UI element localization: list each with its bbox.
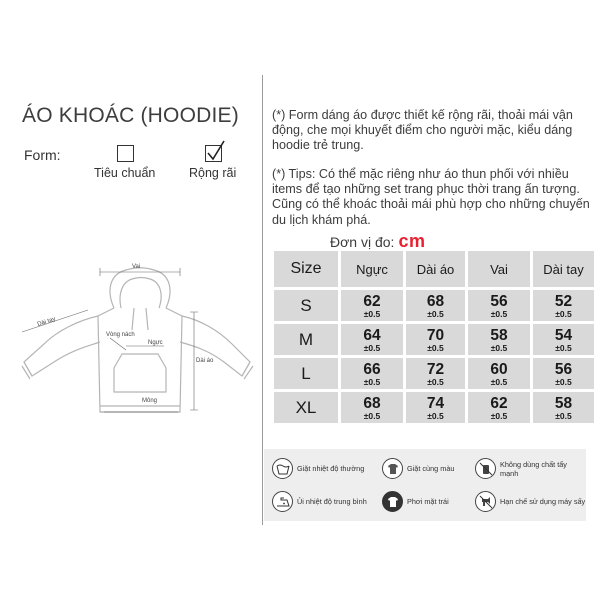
tolerance: ±0.5	[363, 309, 381, 319]
header-chest: Ngực	[341, 251, 403, 287]
tolerance: ±0.5	[427, 377, 444, 387]
hood-inner	[120, 278, 161, 309]
checkmark-icon	[205, 139, 225, 161]
value: 62	[363, 293, 381, 310]
dim-label-hip: Mông	[142, 398, 158, 404]
form-label: Form:	[24, 147, 61, 163]
tolerance: ±0.5	[555, 411, 572, 421]
table-row	[274, 392, 594, 423]
size-label: M	[274, 324, 338, 355]
unit-label: Đơn vị đo:	[330, 234, 395, 250]
tolerance: ±0.5	[490, 377, 508, 387]
value: 68	[426, 293, 445, 310]
value: 62	[490, 395, 508, 412]
header-length: Dài áo	[406, 251, 465, 287]
tolerance: ±0.5	[363, 343, 381, 353]
value-cell	[533, 392, 594, 423]
table-row	[274, 358, 594, 389]
dim-label-chest: Ngực	[148, 340, 163, 346]
left-cuff	[22, 362, 32, 379]
value-cell	[468, 358, 530, 389]
value-cell	[341, 290, 403, 321]
tolerance: ±0.5	[490, 343, 508, 353]
value: 64	[363, 327, 381, 344]
care-item	[382, 458, 454, 479]
tolerance: ±0.5	[427, 343, 444, 353]
value-cell	[406, 324, 465, 355]
value: 74	[426, 395, 445, 412]
care-label: Phơi mặt trái	[407, 497, 449, 506]
care-label: Hạn chế sử dụng máy sấy	[500, 497, 586, 506]
value-cell	[341, 358, 403, 389]
size-table	[271, 248, 597, 426]
right-cuff	[242, 362, 253, 379]
tolerance: ±0.5	[427, 411, 444, 421]
size-label: S	[274, 290, 338, 321]
tolerance: ±0.5	[555, 377, 572, 387]
care-label: Ủi nhiệt độ trung bình	[297, 497, 367, 506]
header-shoulder: Vai	[468, 251, 530, 287]
tolerance: ±0.5	[363, 411, 381, 421]
left-sleeve-outline	[24, 316, 100, 376]
tolerance: ±0.5	[555, 309, 572, 319]
value-cell	[468, 324, 530, 355]
value: 58	[554, 395, 573, 412]
dim-label-armhole: Vòng nách	[106, 332, 135, 338]
value: 52	[554, 293, 573, 310]
form-option-loose-label: Rộng rãi	[189, 166, 237, 180]
care-item	[382, 491, 449, 512]
care-item	[272, 458, 364, 479]
value-cell	[341, 392, 403, 423]
care-label: Không dùng chất tẩy mạnh	[500, 459, 567, 478]
value-cell	[468, 392, 530, 423]
care-item	[475, 491, 585, 512]
dim-label-length: Dài áo	[196, 358, 214, 364]
dim-label-sleeve: Dài tay	[36, 316, 57, 328]
no-bleach-icon	[475, 458, 496, 479]
value-cell	[533, 358, 594, 389]
limit-dryer-icon	[475, 491, 496, 512]
waistband	[100, 406, 180, 412]
dim-label-shoulder: Vai	[132, 264, 141, 270]
unit-value: cm	[398, 231, 426, 251]
hoodie-measurement-diagram	[18, 250, 258, 435]
styling-tips: (*) Tips: Có thể mặc riêng như áo thun phối với nhiều items để tạo những set trang phục thời trang ấn tượng. Cũng có thể khoác thoải mái phù hợp cho những chuyến du lịch khám phá.	[272, 167, 590, 227]
pocket-outline	[114, 354, 166, 392]
value: 54	[554, 327, 573, 344]
care-instructions-panel	[264, 449, 586, 521]
tolerance: ±0.5	[427, 309, 444, 319]
value: 68	[363, 395, 381, 412]
size-label: L	[274, 358, 338, 389]
tolerance: ±0.5	[490, 411, 508, 421]
header-sleeve: Dài tay	[533, 251, 594, 287]
wash-icon	[272, 458, 293, 479]
value-cell	[406, 392, 465, 423]
value: 66	[363, 361, 381, 378]
header-size: Size	[274, 251, 338, 287]
care-item	[475, 458, 586, 479]
value-cell	[533, 324, 594, 355]
care-label: Giặt cùng màu	[407, 464, 455, 473]
column-divider	[262, 75, 263, 525]
value: 56	[554, 361, 573, 378]
product-title: ÁO KHOÁC (HOODIE)	[22, 104, 239, 127]
value: 70	[426, 327, 445, 344]
value: 72	[426, 361, 445, 378]
value-cell	[468, 290, 530, 321]
iron-icon	[272, 491, 293, 512]
form-option-standard-label: Tiêu chuẩn	[94, 166, 156, 180]
same-color-icon	[382, 458, 403, 479]
table-row	[274, 324, 594, 355]
value: 56	[490, 293, 508, 310]
value-cell	[341, 324, 403, 355]
value: 58	[490, 327, 508, 344]
value-cell	[533, 290, 594, 321]
value-cell	[406, 290, 465, 321]
tolerance: ±0.5	[363, 377, 381, 387]
drawstring	[132, 308, 148, 330]
table-row	[274, 290, 594, 321]
care-label: Giặt nhiệt độ thường	[297, 464, 365, 473]
right-sleeve-outline	[180, 316, 250, 376]
value: 60	[490, 361, 508, 378]
form-description: (*) Form dáng áo được thiết kế rộng rãi, thoải mái vận động, che mọi khuyết điểm cho người mặc, kiểu dáng hoodie trẻ trung.	[272, 108, 573, 153]
form-option-standard-checkbox[interactable]	[117, 145, 134, 162]
value-cell	[406, 358, 465, 389]
body-outline	[98, 308, 182, 412]
care-item	[272, 491, 367, 512]
tolerance: ±0.5	[490, 309, 508, 319]
size-label: XL	[274, 392, 338, 423]
dry-inside-out-icon	[382, 491, 403, 512]
form-option-loose-checkbox[interactable]	[205, 145, 222, 162]
tolerance: ±0.5	[555, 343, 572, 353]
size-table-header	[274, 251, 594, 287]
